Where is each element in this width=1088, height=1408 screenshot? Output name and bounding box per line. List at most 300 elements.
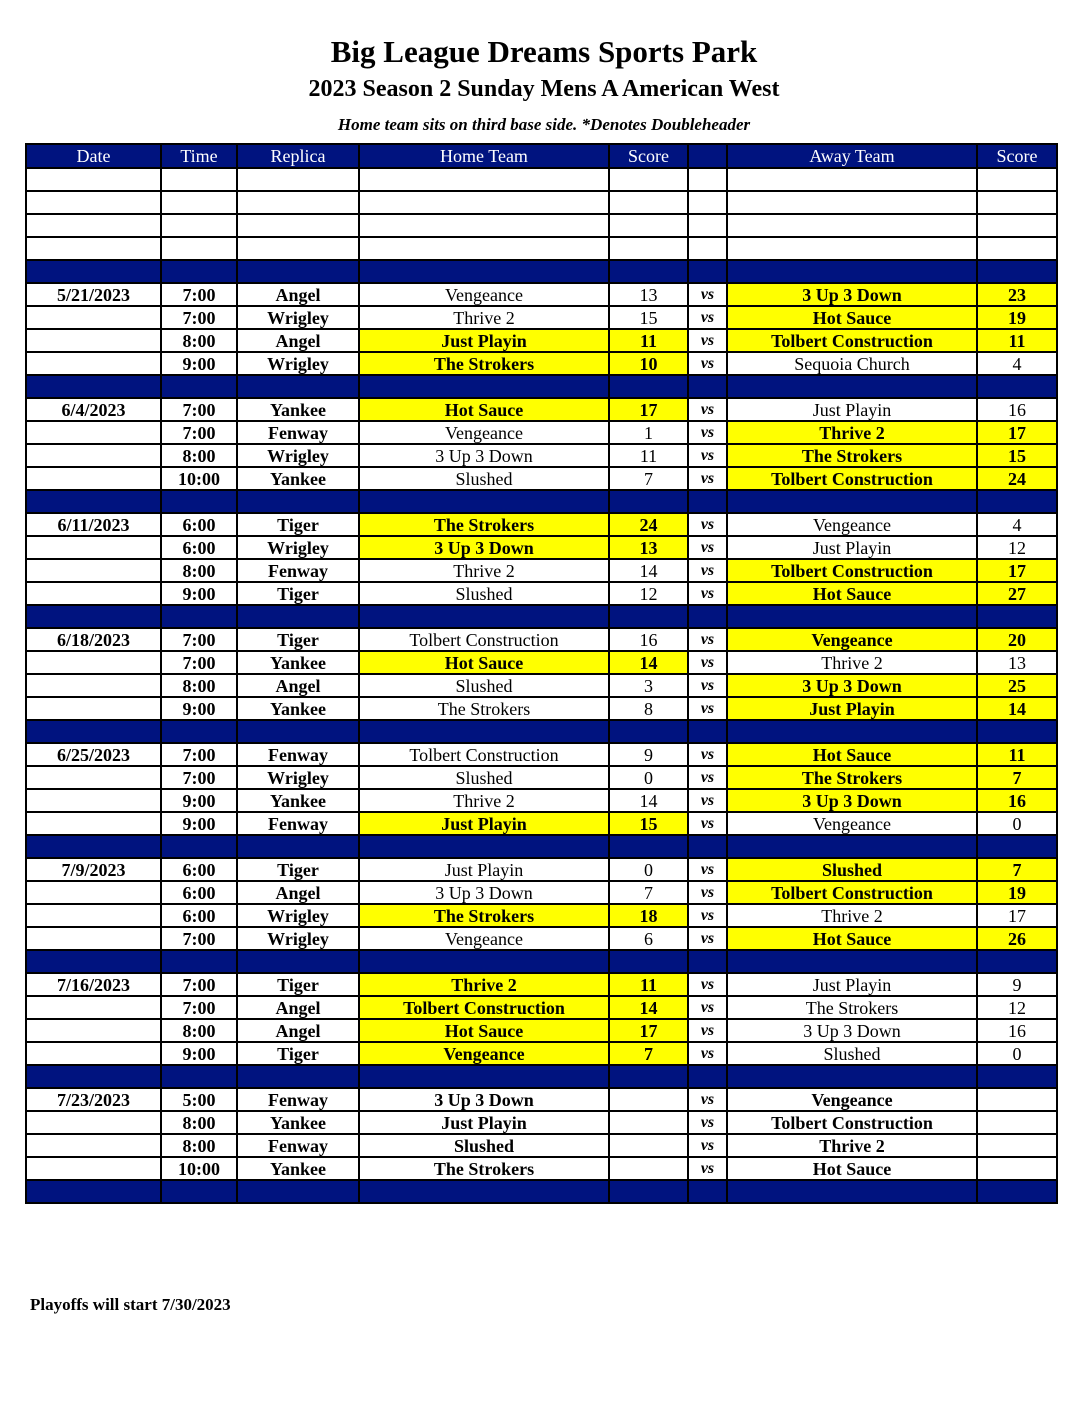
- empty-cell: [609, 237, 688, 260]
- page-subtitle: 2023 Season 2 Sunday Mens A American West: [308, 76, 780, 102]
- away-team: Thrive 2: [727, 651, 977, 674]
- week-separator-row: [26, 375, 1057, 398]
- away-team: Thrive 2: [727, 421, 977, 444]
- game-field: Fenway: [237, 559, 359, 582]
- game-date: [26, 559, 161, 582]
- away-score: 0: [977, 1042, 1057, 1065]
- week-separator-row: [26, 1180, 1057, 1203]
- home-score: 1: [609, 421, 688, 444]
- game-row: [26, 1111, 1057, 1134]
- empty-cell: [977, 835, 1057, 858]
- game-field: Wrigley: [237, 927, 359, 950]
- game-field: Yankee: [237, 789, 359, 812]
- home-team: Hot Sauce: [359, 651, 609, 674]
- game-field: Fenway: [237, 743, 359, 766]
- home-score: 13: [609, 536, 688, 559]
- game-field: Tiger: [237, 858, 359, 881]
- week-separator-row: [26, 835, 1057, 858]
- away-team: Tolbert Construction: [727, 881, 977, 904]
- game-row: [26, 1019, 1057, 1042]
- away-score: 27: [977, 582, 1057, 605]
- game-date: [26, 1157, 161, 1180]
- empty-cell: [26, 168, 161, 191]
- away-team: Hot Sauce: [727, 743, 977, 766]
- empty-cell: [977, 490, 1057, 513]
- empty-cell: [359, 375, 609, 398]
- game-row: [26, 766, 1057, 789]
- empty-cell: [26, 214, 161, 237]
- empty-cell: [161, 605, 237, 628]
- home-score: 14: [609, 559, 688, 582]
- vs-label: vs: [688, 513, 727, 536]
- away-score: 13: [977, 651, 1057, 674]
- game-time: 9:00: [161, 1042, 237, 1065]
- home-team: Vengeance: [359, 421, 609, 444]
- empty-cell: [161, 490, 237, 513]
- home-score: 7: [609, 1042, 688, 1065]
- away-score: [977, 1157, 1057, 1180]
- empty-cell: [727, 214, 977, 237]
- schedule-note: Home team sits on third base side. *Denotes Doubleheader: [337, 115, 751, 134]
- away-team: Slushed: [727, 858, 977, 881]
- home-team: Hot Sauce: [359, 398, 609, 421]
- empty-cell: [609, 835, 688, 858]
- game-row: [26, 582, 1057, 605]
- game-date: 6/4/2023: [26, 398, 161, 421]
- home-score: [609, 1157, 688, 1180]
- empty-cell: [237, 490, 359, 513]
- game-row: [26, 1042, 1057, 1065]
- away-team: Tolbert Construction: [727, 1111, 977, 1134]
- empty-cell: [977, 168, 1057, 191]
- vs-label: vs: [688, 559, 727, 582]
- home-team: Tolbert Construction: [359, 996, 609, 1019]
- vs-label: vs: [688, 467, 727, 490]
- game-field: Wrigley: [237, 904, 359, 927]
- away-team: Tolbert Construction: [727, 559, 977, 582]
- vs-label: vs: [688, 858, 727, 881]
- away-team: Hot Sauce: [727, 582, 977, 605]
- game-time: 9:00: [161, 352, 237, 375]
- empty-cell: [359, 605, 609, 628]
- game-field: Fenway: [237, 1088, 359, 1111]
- empty-cell: [359, 1180, 609, 1203]
- empty-cell: [237, 214, 359, 237]
- game-row: [26, 536, 1057, 559]
- game-date: 6/18/2023: [26, 628, 161, 651]
- game-time: 8:00: [161, 559, 237, 582]
- home-score: 14: [609, 651, 688, 674]
- game-field: Wrigley: [237, 444, 359, 467]
- home-team: Slushed: [359, 467, 609, 490]
- empty-cell: [727, 191, 977, 214]
- game-time: 7:00: [161, 766, 237, 789]
- game-time: 10:00: [161, 467, 237, 490]
- game-date: [26, 697, 161, 720]
- empty-cell: [359, 720, 609, 743]
- game-row: [26, 421, 1057, 444]
- empty-cell: [26, 1065, 161, 1088]
- away-score: 16: [977, 789, 1057, 812]
- game-date: 6/25/2023: [26, 743, 161, 766]
- game-row: [26, 973, 1057, 996]
- away-score: 4: [977, 352, 1057, 375]
- away-score: 4: [977, 513, 1057, 536]
- empty-cell: [688, 605, 727, 628]
- game-time: 9:00: [161, 789, 237, 812]
- away-team: Thrive 2: [727, 904, 977, 927]
- schedule-body: [26, 168, 1057, 1203]
- vs-label: vs: [688, 329, 727, 352]
- empty-cell: [26, 835, 161, 858]
- home-team: Hot Sauce: [359, 1019, 609, 1042]
- game-date: [26, 674, 161, 697]
- empty-cell: [727, 490, 977, 513]
- away-score: [977, 1134, 1057, 1157]
- game-field: Yankee: [237, 398, 359, 421]
- home-team: 3 Up 3 Down: [359, 1088, 609, 1111]
- vs-label: vs: [688, 927, 727, 950]
- game-date: [26, 1019, 161, 1042]
- game-date: 7/16/2023: [26, 973, 161, 996]
- empty-cell: [26, 260, 161, 283]
- home-score: 17: [609, 1019, 688, 1042]
- away-score: 26: [977, 927, 1057, 950]
- vs-label: vs: [688, 421, 727, 444]
- game-time: 8:00: [161, 1019, 237, 1042]
- away-score: 20: [977, 628, 1057, 651]
- empty-cell: [688, 191, 727, 214]
- empty-cell: [609, 168, 688, 191]
- home-team: The Strokers: [359, 352, 609, 375]
- vs-label: vs: [688, 789, 727, 812]
- empty-cell: [688, 237, 727, 260]
- game-row: [26, 283, 1057, 306]
- away-team: Vengeance: [727, 1088, 977, 1111]
- blank-row: [26, 168, 1057, 191]
- vs-label: vs: [688, 283, 727, 306]
- home-team: Thrive 2: [359, 973, 609, 996]
- game-row: [26, 858, 1057, 881]
- game-row: [26, 881, 1057, 904]
- game-field: Yankee: [237, 1111, 359, 1134]
- empty-cell: [237, 191, 359, 214]
- away-score: 12: [977, 536, 1057, 559]
- empty-cell: [237, 950, 359, 973]
- away-team: The Strokers: [727, 996, 977, 1019]
- empty-cell: [161, 1180, 237, 1203]
- home-team: Slushed: [359, 582, 609, 605]
- blank-row: [26, 237, 1057, 260]
- away-team: Slushed: [727, 1042, 977, 1065]
- vs-label: vs: [688, 996, 727, 1019]
- home-team: Tolbert Construction: [359, 628, 609, 651]
- empty-cell: [26, 720, 161, 743]
- home-score: 18: [609, 904, 688, 927]
- empty-cell: [359, 214, 609, 237]
- home-score: [609, 1134, 688, 1157]
- vs-label: vs: [688, 881, 727, 904]
- away-score: 17: [977, 904, 1057, 927]
- home-score: 14: [609, 996, 688, 1019]
- empty-cell: [727, 720, 977, 743]
- empty-cell: [977, 1065, 1057, 1088]
- game-row: [26, 1157, 1057, 1180]
- game-date: [26, 467, 161, 490]
- empty-cell: [727, 1180, 977, 1203]
- empty-cell: [688, 490, 727, 513]
- empty-cell: [609, 260, 688, 283]
- away-team: Just Playin: [727, 973, 977, 996]
- empty-cell: [688, 1180, 727, 1203]
- empty-cell: [26, 1180, 161, 1203]
- empty-cell: [237, 1065, 359, 1088]
- away-team: 3 Up 3 Down: [727, 283, 977, 306]
- home-score: 17: [609, 398, 688, 421]
- page-title: Big League Dreams Sports Park: [330, 34, 758, 69]
- blank-row: [26, 191, 1057, 214]
- away-score: 24: [977, 467, 1057, 490]
- empty-cell: [688, 375, 727, 398]
- away-score: 14: [977, 697, 1057, 720]
- away-score: 15: [977, 444, 1057, 467]
- home-team: Thrive 2: [359, 789, 609, 812]
- empty-cell: [161, 835, 237, 858]
- home-team: The Strokers: [359, 904, 609, 927]
- game-date: [26, 536, 161, 559]
- home-score: 3: [609, 674, 688, 697]
- col-header-home-score: Score: [609, 144, 688, 168]
- away-team: 3 Up 3 Down: [727, 674, 977, 697]
- game-time: 9:00: [161, 582, 237, 605]
- empty-cell: [161, 237, 237, 260]
- empty-cell: [727, 835, 977, 858]
- empty-cell: [161, 720, 237, 743]
- game-time: 7:00: [161, 421, 237, 444]
- empty-cell: [688, 720, 727, 743]
- game-row: [26, 743, 1057, 766]
- home-team: Vengeance: [359, 1042, 609, 1065]
- home-score: 13: [609, 283, 688, 306]
- empty-cell: [609, 950, 688, 973]
- empty-cell: [727, 950, 977, 973]
- game-row: [26, 1134, 1057, 1157]
- empty-cell: [26, 237, 161, 260]
- vs-label: vs: [688, 582, 727, 605]
- game-time: 8:00: [161, 674, 237, 697]
- empty-cell: [161, 1065, 237, 1088]
- away-team: Vengeance: [727, 812, 977, 835]
- blank-row: [26, 214, 1057, 237]
- vs-label: vs: [688, 674, 727, 697]
- home-score: 7: [609, 467, 688, 490]
- empty-cell: [161, 260, 237, 283]
- col-header-away-score: Score: [977, 144, 1057, 168]
- game-date: [26, 582, 161, 605]
- game-date: [26, 352, 161, 375]
- game-field: Angel: [237, 329, 359, 352]
- week-separator-row: [26, 720, 1057, 743]
- away-team: Just Playin: [727, 536, 977, 559]
- away-score: 11: [977, 329, 1057, 352]
- col-header-time: Time: [161, 144, 237, 168]
- game-field: Angel: [237, 996, 359, 1019]
- game-row: [26, 789, 1057, 812]
- away-team: Tolbert Construction: [727, 329, 977, 352]
- empty-cell: [727, 260, 977, 283]
- home-team: Vengeance: [359, 927, 609, 950]
- empty-cell: [237, 720, 359, 743]
- empty-cell: [237, 237, 359, 260]
- away-score: 19: [977, 881, 1057, 904]
- game-row: [26, 996, 1057, 1019]
- empty-cell: [727, 605, 977, 628]
- game-time: 6:00: [161, 904, 237, 927]
- game-field: Fenway: [237, 1134, 359, 1157]
- away-team: Sequoia Church: [727, 352, 977, 375]
- away-score: [977, 1088, 1057, 1111]
- away-team: 3 Up 3 Down: [727, 1019, 977, 1042]
- home-team: Just Playin: [359, 329, 609, 352]
- empty-cell: [609, 214, 688, 237]
- empty-cell: [161, 191, 237, 214]
- game-field: Tiger: [237, 628, 359, 651]
- away-score: 12: [977, 996, 1057, 1019]
- empty-cell: [609, 1065, 688, 1088]
- game-time: 5:00: [161, 1088, 237, 1111]
- empty-cell: [609, 1180, 688, 1203]
- vs-label: vs: [688, 651, 727, 674]
- game-field: Yankee: [237, 467, 359, 490]
- home-team: 3 Up 3 Down: [359, 536, 609, 559]
- vs-label: vs: [688, 1111, 727, 1134]
- game-field: Wrigley: [237, 766, 359, 789]
- away-team: 3 Up 3 Down: [727, 789, 977, 812]
- empty-cell: [359, 168, 609, 191]
- week-separator-row: [26, 260, 1057, 283]
- away-team: Just Playin: [727, 398, 977, 421]
- game-field: Wrigley: [237, 306, 359, 329]
- table-header-row: [26, 144, 1057, 168]
- game-time: 7:00: [161, 651, 237, 674]
- empty-cell: [26, 191, 161, 214]
- away-score: 17: [977, 421, 1057, 444]
- empty-cell: [359, 835, 609, 858]
- away-team: Thrive 2: [727, 1134, 977, 1157]
- empty-cell: [609, 720, 688, 743]
- empty-cell: [977, 605, 1057, 628]
- game-date: [26, 306, 161, 329]
- vs-label: vs: [688, 766, 727, 789]
- empty-cell: [359, 950, 609, 973]
- game-date: [26, 421, 161, 444]
- home-score: 11: [609, 973, 688, 996]
- empty-cell: [359, 1065, 609, 1088]
- game-field: Wrigley: [237, 536, 359, 559]
- game-time: 7:00: [161, 283, 237, 306]
- empty-cell: [161, 168, 237, 191]
- away-team: Hot Sauce: [727, 1157, 977, 1180]
- game-date: 6/11/2023: [26, 513, 161, 536]
- game-time: 6:00: [161, 513, 237, 536]
- empty-cell: [237, 375, 359, 398]
- vs-label: vs: [688, 398, 727, 421]
- game-time: 7:00: [161, 973, 237, 996]
- empty-cell: [161, 950, 237, 973]
- empty-cell: [359, 237, 609, 260]
- empty-cell: [977, 375, 1057, 398]
- game-field: Yankee: [237, 651, 359, 674]
- schedule-table: [25, 143, 1058, 1204]
- vs-label: vs: [688, 1019, 727, 1042]
- game-time: 7:00: [161, 398, 237, 421]
- game-field: Yankee: [237, 697, 359, 720]
- game-date: [26, 1134, 161, 1157]
- game-field: Yankee: [237, 1157, 359, 1180]
- game-row: [26, 329, 1057, 352]
- game-date: [26, 996, 161, 1019]
- away-score: 16: [977, 398, 1057, 421]
- game-date: [26, 329, 161, 352]
- empty-cell: [977, 950, 1057, 973]
- empty-cell: [977, 214, 1057, 237]
- game-row: [26, 697, 1057, 720]
- away-score: 0: [977, 812, 1057, 835]
- week-separator-row: [26, 605, 1057, 628]
- game-field: Tiger: [237, 1042, 359, 1065]
- empty-cell: [161, 375, 237, 398]
- game-date: [26, 881, 161, 904]
- vs-label: vs: [688, 743, 727, 766]
- week-separator-row: [26, 950, 1057, 973]
- game-time: 6:00: [161, 858, 237, 881]
- home-team: Just Playin: [359, 858, 609, 881]
- home-score: 7: [609, 881, 688, 904]
- away-score: 7: [977, 858, 1057, 881]
- game-time: 8:00: [161, 1134, 237, 1157]
- empty-cell: [688, 214, 727, 237]
- home-score: 14: [609, 789, 688, 812]
- away-score: 19: [977, 306, 1057, 329]
- away-team: Hot Sauce: [727, 306, 977, 329]
- game-row: [26, 812, 1057, 835]
- game-field: Tiger: [237, 513, 359, 536]
- home-score: [609, 1088, 688, 1111]
- vs-label: vs: [688, 904, 727, 927]
- col-header-home-team: Home Team: [359, 144, 609, 168]
- home-team: The Strokers: [359, 513, 609, 536]
- home-team: Slushed: [359, 1134, 609, 1157]
- game-row: [26, 513, 1057, 536]
- game-field: Angel: [237, 674, 359, 697]
- game-date: 7/9/2023: [26, 858, 161, 881]
- away-score: 23: [977, 283, 1057, 306]
- home-team: Thrive 2: [359, 306, 609, 329]
- vs-label: vs: [688, 1134, 727, 1157]
- game-field: Angel: [237, 1019, 359, 1042]
- col-header-replica: Replica: [237, 144, 359, 168]
- game-row: [26, 444, 1057, 467]
- game-row: [26, 1088, 1057, 1111]
- empty-cell: [688, 260, 727, 283]
- empty-cell: [977, 720, 1057, 743]
- vs-label: vs: [688, 1088, 727, 1111]
- game-date: [26, 927, 161, 950]
- home-team: Slushed: [359, 766, 609, 789]
- game-row: [26, 352, 1057, 375]
- empty-cell: [688, 168, 727, 191]
- home-score: 15: [609, 306, 688, 329]
